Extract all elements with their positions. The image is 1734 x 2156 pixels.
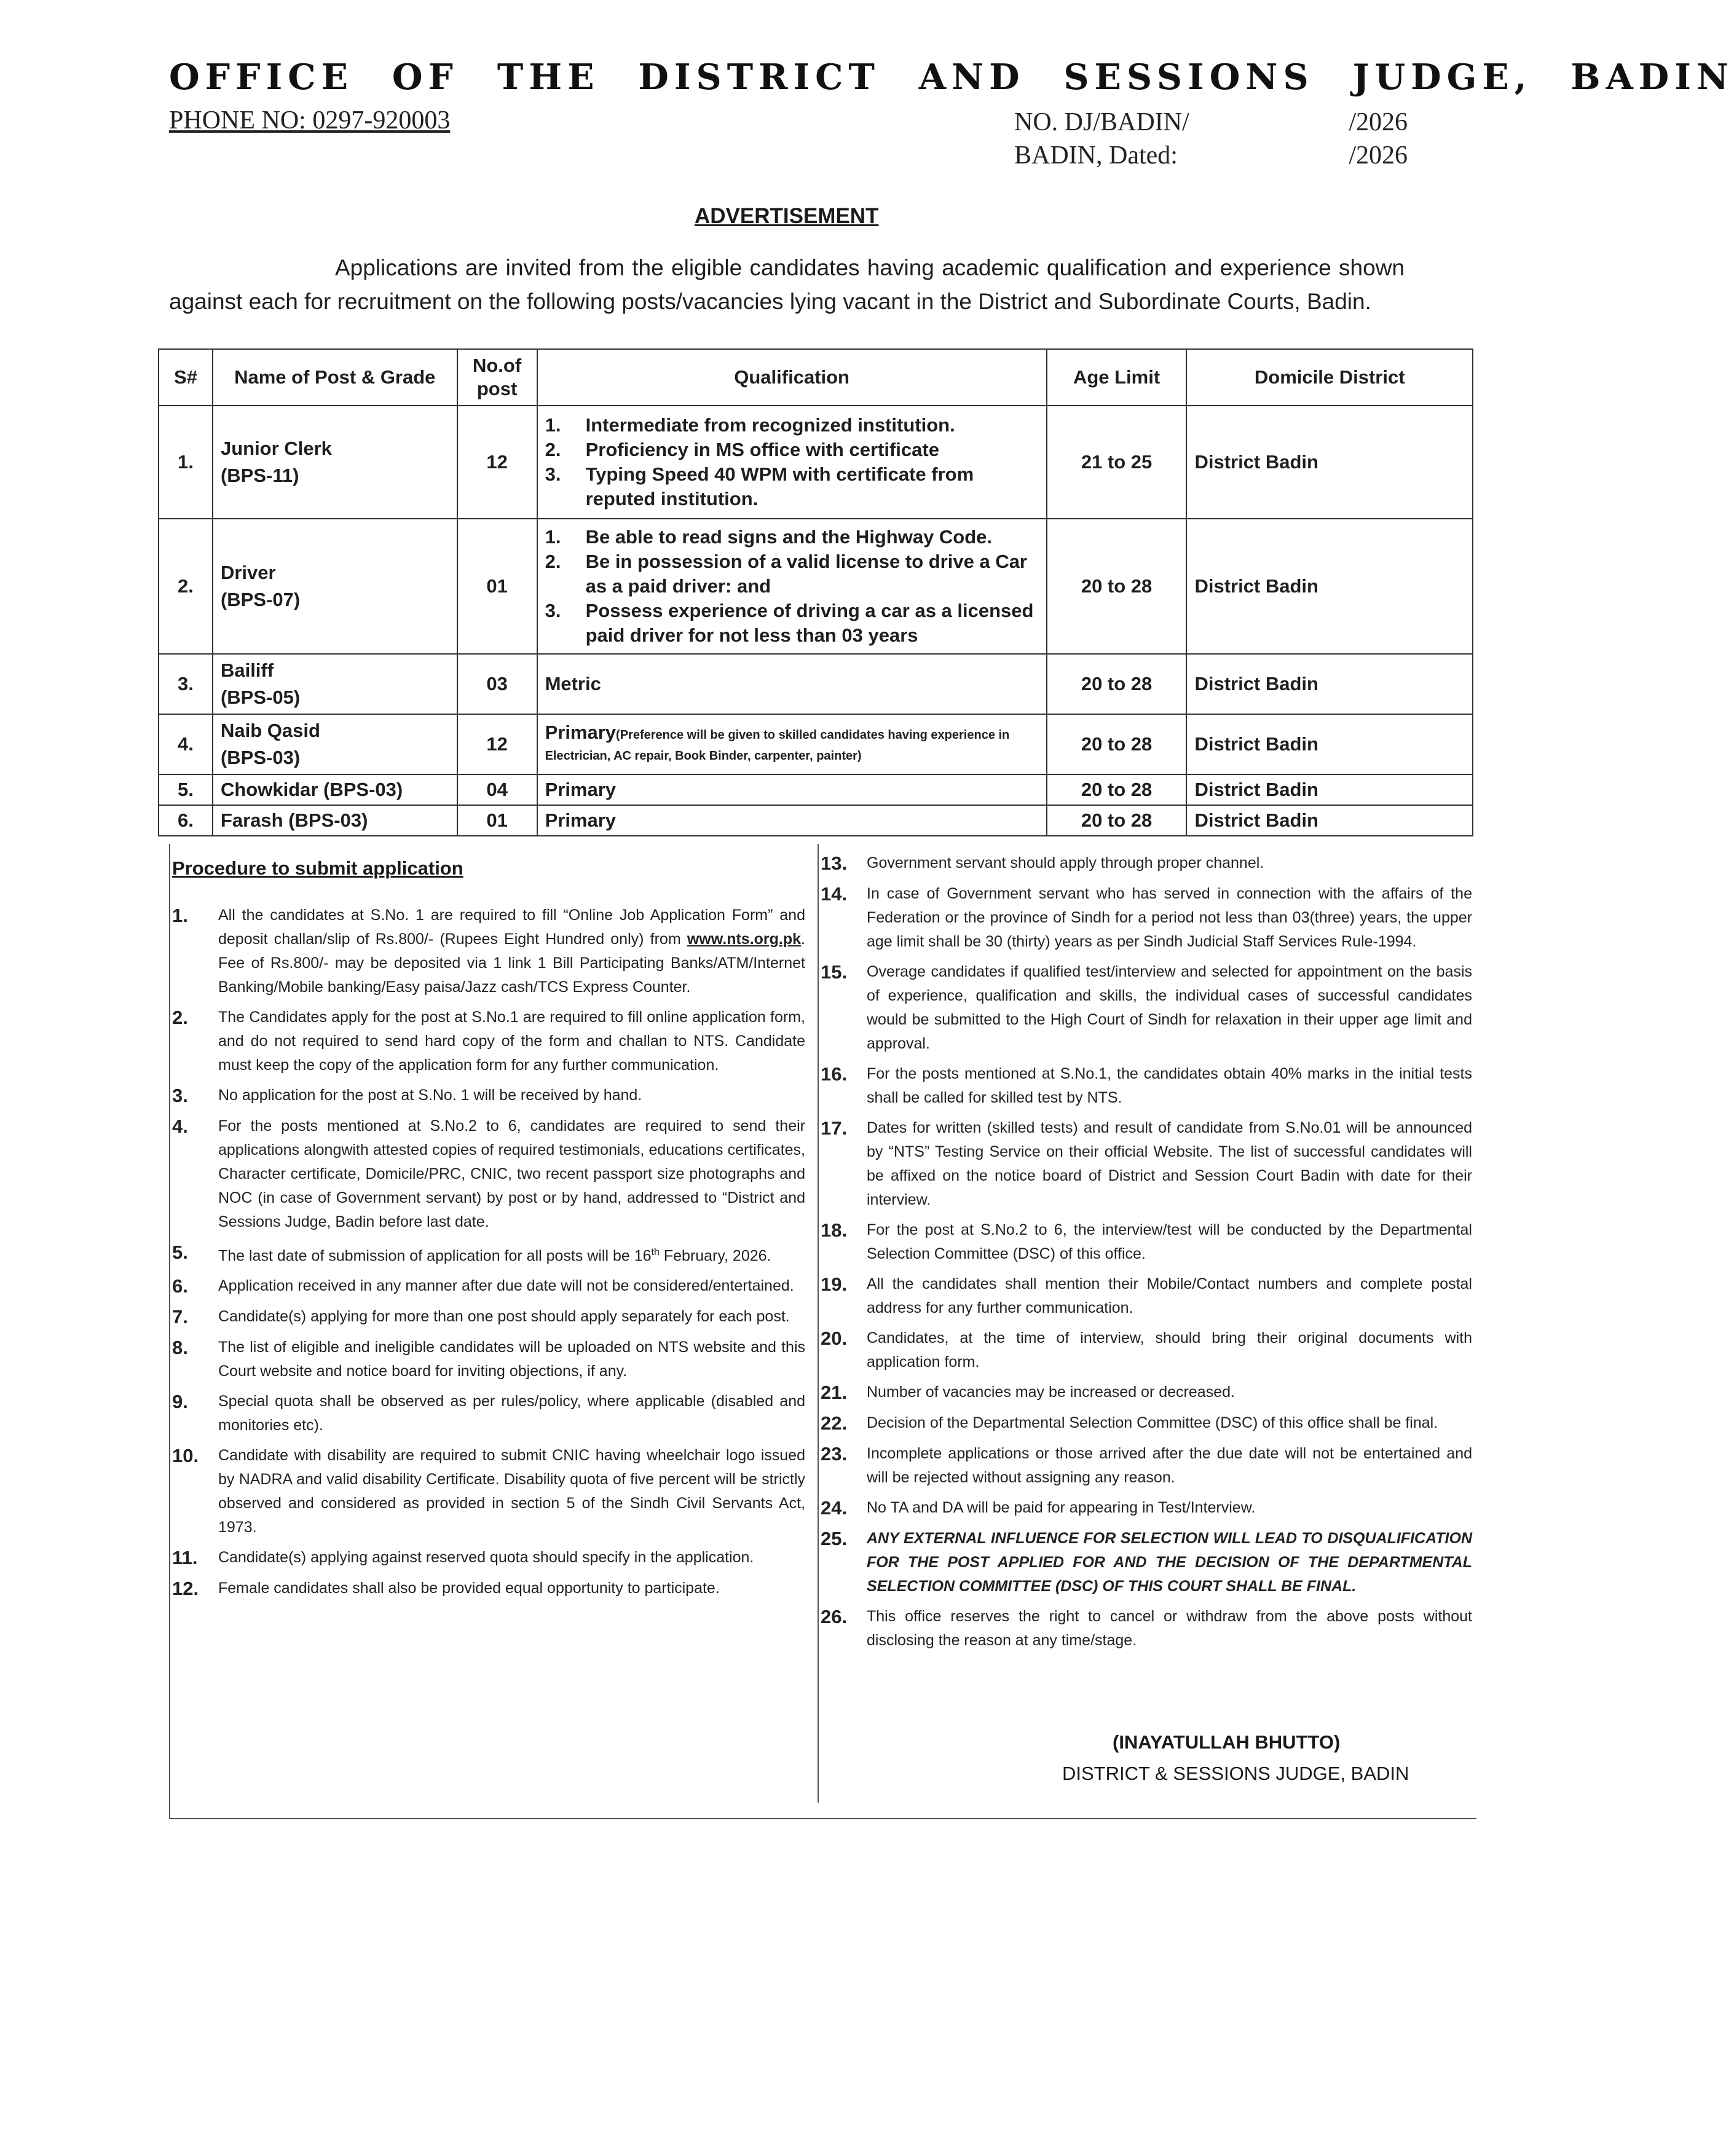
procedure-item: 2. The Candidates apply for the post at S.No.1 are required to fill online application form, and do not required to send hard copy of the form and challan to NTS. Candidate must keep the copy of the application form for any further communication.	[172, 1007, 805, 1074]
procedure-item: 8. The list of eligible and ineligible candidates will be uploaded on NTS website and this Court website and notice board for inviting objections, if any.	[172, 1337, 805, 1380]
post-grade: (BPS-03)	[220, 747, 301, 768]
row-qualification	[537, 714, 1047, 774]
table-row	[159, 406, 1473, 519]
procedure-item: 24. No TA and DA will be paid for appearing in Test/Interview.	[821, 1497, 1256, 1519]
row-domicile: District Badin	[1186, 774, 1473, 805]
procedure-item: 11. Candidate(s) applying against reserved quota should specify in the application.	[172, 1547, 754, 1569]
procedure-item: 19. All the candidates shall mention their Mobile/Contact numbers and complete postal address for any further communication.	[821, 1273, 1472, 1316]
row-post	[213, 519, 457, 654]
qual-preference-note: (Preference will be given to skilled candidates having experience in Electrician, AC repair, Book Binder, carpenter, painter)	[545, 728, 1010, 763]
row-qualification: Primary	[537, 805, 1047, 836]
row-qualification	[537, 519, 1047, 654]
header-sn: S#	[159, 349, 213, 406]
row-sn: 5.	[159, 774, 213, 805]
nts-website-link[interactable]: www.nts.org.pk	[687, 930, 802, 948]
procedure-item: 15. Overage candidates if qualified test/interview and selected for appointment on the basis of experience, qualification and skills, the individual cases of successful candidates would be submitted to the High Court of Sindh for relaxation in their upper age limit and approval.	[821, 961, 1472, 1052]
row-age: 20 to 28	[1047, 519, 1187, 654]
phone-number: PHONE NO: 0297-920003	[169, 106, 451, 135]
row-qualification	[537, 406, 1047, 519]
qual-item: 3. Typing Speed 40 WPM with certificate from reputed institution.	[545, 463, 974, 509]
procedure-item: 20. Candidates, at the time of interview, should bring their original documents with application form.	[821, 1328, 1472, 1371]
row-count: 01	[457, 805, 537, 836]
reference-block	[1014, 106, 1408, 172]
row-count: 03	[457, 654, 537, 714]
header-count: No.of post	[457, 349, 537, 406]
table-row	[159, 519, 1473, 654]
procedure-heading: Procedure to submit application	[172, 857, 463, 879]
row-age: 21 to 25	[1047, 406, 1187, 519]
row-sn: 4.	[159, 714, 213, 774]
office-title: OFFICE OF THE DISTRICT AND SESSIONS JUDGE, BADIN	[169, 57, 1734, 98]
row-post	[213, 654, 457, 714]
procedure-column-divider	[818, 844, 819, 1803]
qual-item: 1. Intermediate from recognized institution.	[545, 414, 955, 436]
procedure-left-column	[172, 903, 805, 1607]
row-qualification: Primary	[537, 774, 1047, 805]
signatory-name: (INAYATULLAH BHUTTO)	[1113, 1731, 1341, 1753]
dated-year: /2026	[1349, 141, 1408, 170]
qual-item: 1. Be able to read signs and the Highway Code.	[545, 526, 993, 548]
procedure-item: 14. In case of Government servant who has served in connection with the affairs of the Federation or the province of Sindh for a period not less than 03(three) years, the upper age limit shall be 30 (thirty) years as per Sindh Judicial Staff Services Rule-1994.	[821, 883, 1472, 950]
row-post: Chowkidar (BPS-03)	[213, 774, 457, 805]
row-qualification: Metric	[537, 654, 1047, 714]
procedure-item: 3. No application for the post at S.No. 1 will be received by hand.	[172, 1085, 642, 1106]
procedure-item: 7. Candidate(s) applying for more than one post should apply separately for each post.	[172, 1306, 790, 1328]
procedure-right-column	[821, 851, 1472, 1659]
posts-table	[158, 348, 1473, 836]
procedure-item: 22. Decision of the Departmental Selection Committee (DSC) of this office shall be final.	[821, 1412, 1438, 1434]
row-age: 20 to 28	[1047, 654, 1187, 714]
header-domicile: Domicile District	[1186, 349, 1473, 406]
dated-label: BADIN, Dated:	[1014, 141, 1178, 170]
procedure-item: 17. Dates for written (skilled tests) and result of candidate from S.No.01 will be announced by “NTS” Testing Service on their official Website. The list of successful candidates will be affixed on the notice board of District and Session Court Badin with date for their interview.	[821, 1117, 1472, 1208]
procedure-item: 21. Number of vacancies may be increased or decreased.	[821, 1382, 1235, 1403]
qual-primary: Primary	[545, 722, 617, 743]
procedure-item: 25. ANY EXTERNAL INFLUENCE FOR SELECTION WILL LEAD TO DISQUALIFICATION FOR THE POST APPLIED FOR AND THE DECISION OF THE DEPARTMENTAL SELECTION COMMITTEE (DSC) OF THIS COURT SHALL BE FINAL.	[821, 1528, 1472, 1595]
row-domicile: District Badin	[1186, 805, 1473, 836]
row-domicile: District Badin	[1186, 654, 1473, 714]
row-domicile: District Badin	[1186, 714, 1473, 774]
procedure-item: 4. For the posts mentioned at S.No.2 to 6, candidates are required to send their applications alongwith attested copies of required testimonials, educations certificates, Character certificate, Domicile/PRC, CNIC, two recent passport size photographs and NOC (in case of Government servant) by post or by hand, addressed to “District and Sessions Judge, Badin before last date.	[172, 1115, 805, 1230]
signatory-title: DISTRICT & SESSIONS JUDGE, BADIN	[1062, 1763, 1409, 1784]
post-grade: (BPS-11)	[220, 465, 299, 486]
procedure-item: 13. Government servant should apply through proper channel.	[821, 852, 1264, 874]
row-post: Farash (BPS-03)	[213, 805, 457, 836]
procedure-item: 1. All the candidates at S.No. 1 are required to fill “Online Job Application Form” and deposit challan/slip of Rs.800/- (Rupees Eight Hundred only) from www.nts.org.pk. Fee of Rs.800/- may be deposited via 1 link 1 Bill Participating Banks/ATM/Internet Banking/Mobile banking/Easy paisa/Jazz cash/TCS Express Counter.	[172, 905, 805, 996]
row-age: 20 to 28	[1047, 774, 1187, 805]
post-grade: (BPS-05)	[220, 687, 301, 708]
procedure-item: 23. Incomplete applications or those arrived after the due date will not be entertained and will be rejected without assigning any reason.	[821, 1443, 1472, 1486]
qual-item: 2. Be in possession of a valid license to drive a Car as a paid driver: and	[545, 551, 1027, 597]
header-qualification: Qualification	[537, 349, 1047, 406]
procedure-item: 26. This office reserves the right to cancel or withdraw from the above posts without disclosing the reason at any time/stage.	[821, 1606, 1472, 1649]
row-count: 12	[457, 406, 537, 519]
table-header-row	[159, 349, 1473, 406]
row-count: 04	[457, 774, 537, 805]
table-row	[159, 805, 1473, 836]
qual-item: 2. Proficiency in MS office with certificate	[545, 439, 939, 460]
table-row	[159, 654, 1473, 714]
procedure-item: 18. For the post at S.No.2 to 6, the interview/test will be conducted by the Departmental Selection Committee (DSC) of this office.	[821, 1219, 1472, 1262]
procedure-item: 16. For the posts mentioned at S.No.1, the candidates obtain 40% marks in the initial tests shall be called for skilled test by NTS.	[821, 1063, 1472, 1106]
table-row	[159, 714, 1473, 774]
row-age: 20 to 28	[1047, 714, 1187, 774]
post-name: Driver	[220, 562, 276, 583]
row-sn: 1.	[159, 406, 213, 519]
post-name: Bailiff	[220, 659, 274, 681]
table-row	[159, 774, 1473, 805]
procedure-item: 5. The last date of submission of application for all posts will be 16th February, 2026.	[172, 1241, 771, 1265]
procedure-item: 10. Candidate with disability are required to submit CNIC having wheelchair logo issued by NADRA and valid disability Certificate. Disability quota of five percent will be strictly observed and considered as provided in section 5 of the Sindh Civil Servants Act, 1973.	[172, 1445, 805, 1536]
qual-item: 3. Possess experience of driving a car as a licensed paid driver for not less than 03 years	[545, 600, 1034, 646]
row-sn: 2.	[159, 519, 213, 654]
row-domicile: District Badin	[1186, 406, 1473, 519]
header-post: Name of Post & Grade	[213, 349, 457, 406]
header-age: Age Limit	[1047, 349, 1187, 406]
row-age: 20 to 28	[1047, 805, 1187, 836]
procedure-item: 6. Application received in any manner after due date will not be considered/entertained.	[172, 1275, 794, 1297]
row-domicile: District Badin	[1186, 519, 1473, 654]
post-name: Junior Clerk	[220, 438, 332, 459]
intro-paragraph: Applications are invited from the eligible candidates having academic qualification and experience shown against each for recruitment on the following posts/vacancies lying vacant in the District and Subordinate Courts, Badin.	[169, 255, 1405, 314]
post-grade: (BPS-07)	[220, 589, 301, 610]
row-count: 01	[457, 519, 537, 654]
row-post	[213, 406, 457, 519]
procedure-item: 12. Female candidates shall also be provided equal opportunity to participate.	[172, 1578, 720, 1600]
row-count: 12	[457, 714, 537, 774]
row-sn: 6.	[159, 805, 213, 836]
advertisement-heading: ADVERTISEMENT	[695, 204, 879, 228]
post-name: Naib Qasid	[220, 720, 320, 741]
row-post	[213, 714, 457, 774]
ref-no-label: NO. DJ/BADIN/	[1014, 108, 1189, 136]
row-sn: 3.	[159, 654, 213, 714]
procedure-item: 9. Special quota shall be observed as per rules/policy, where applicable (disabled and monitories etc).	[172, 1391, 805, 1434]
ref-no-year: /2026	[1349, 108, 1408, 136]
